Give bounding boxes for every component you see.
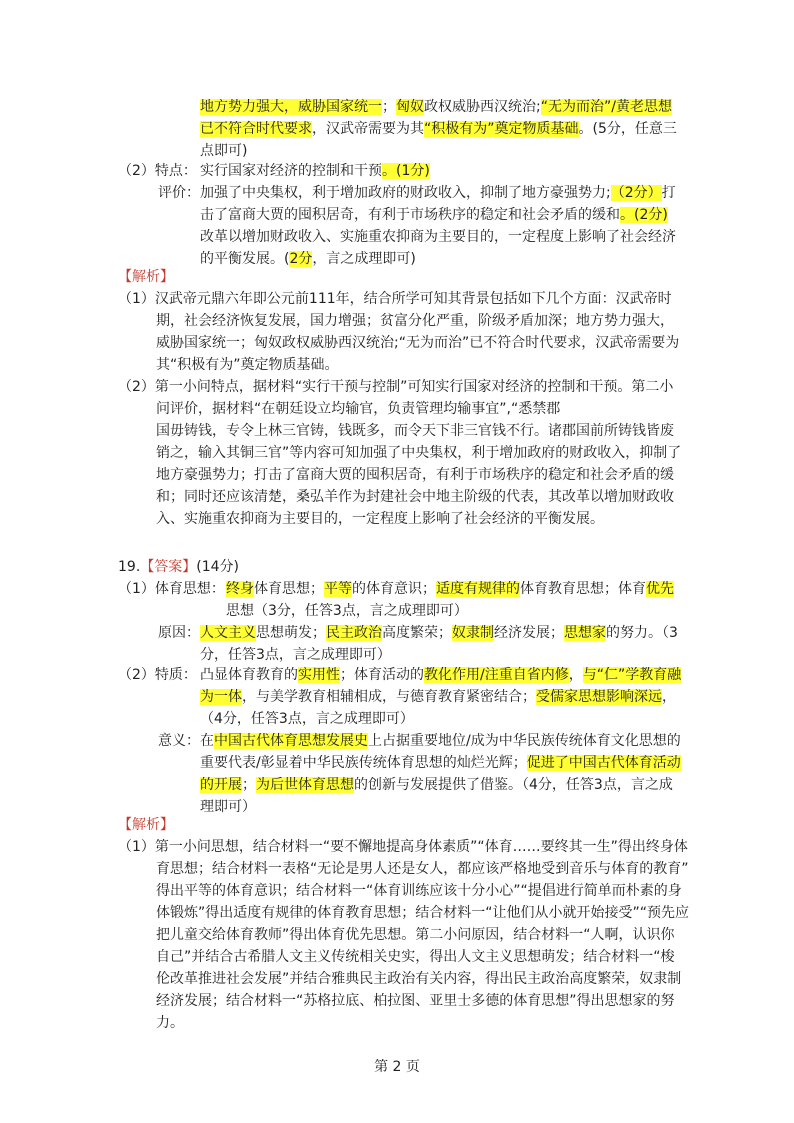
text-line [200, 708, 681, 730]
text-run: 高度繁荣； [382, 625, 452, 641]
text-line [200, 796, 681, 818]
text-line: 自己”并结合古希腊人文主义传统相关史实，得出人文主义思想萌发；结合材料一“梭 [156, 949, 675, 965]
text-line: （1）第一小问思想，结合材料一“要不懈地提高身体素质”“体育……要终其一生”得出终身体 [118, 839, 688, 855]
text-run: ，汉武帝需要为其 [312, 121, 424, 137]
text-line: 地方豪强势力；打击了富商大贾的囤积居奇，有利于市场秩序的稳定和社会矛盾的缓 [156, 467, 674, 483]
text-run: 理即可） [200, 799, 256, 815]
text-line: 和；同时还应该清楚，桑弘羊作为封建社会中地主阶级的代表，其改革以增加财政收 [156, 489, 674, 505]
highlighted-text: 地方势力强大，威胁国家统一 [200, 99, 382, 115]
highlighted-text: 与“仁”学教育融 [582, 667, 682, 683]
highlighted-text: 匈奴 [396, 99, 424, 115]
q18-jiexi-1-lines [118, 288, 679, 376]
highlighted-text: 教化作用/注重自省内修 [424, 667, 569, 683]
text-line: （1）汉武帝元鼎六年即公元前111年，结合所学可知其背景包括如下几个方面：汉武帝时 [118, 291, 672, 307]
q19-reason-text [200, 622, 678, 666]
q18-jiexi-2 [118, 376, 681, 530]
q19-reason-label: 原因： [158, 625, 200, 641]
text-run: ， [662, 689, 676, 705]
q18-eval-lines [200, 182, 676, 270]
highlighted-text: 终身 [226, 581, 254, 597]
highlighted-text: “无为而治”/黄老思想 [540, 99, 672, 115]
text-line [200, 204, 676, 226]
highlighted-text: 受儒家思想影响深远 [536, 689, 662, 705]
q19-number: 19. [118, 559, 141, 575]
q19-jiexi-1-lines [118, 836, 689, 1034]
text-run: 上占据重要地位/成为中华民族传统体育文化思想的 [368, 733, 681, 749]
text-run: 加强了中央集权，利于增加政府的财政收入，抑制了地方豪强势力; [200, 185, 611, 201]
highlighted-text: 2分 [289, 251, 313, 267]
q18-a2-text-line [200, 160, 430, 182]
text-run: 改革以增加财政收入、实施重农抑商为主要目的，一定程度上影响了社会经济 [200, 229, 676, 245]
text-run: 重要代表/彰显着中华民族传统体育思想的灿烂光辉； [200, 755, 527, 771]
text-line: 威胁国家统一；匈奴政权威胁西汉统治;“无为而治”已不符合时代要求，汉武帝需要为 [156, 335, 680, 351]
highlighted-text: 适度有规律的 [436, 581, 520, 597]
text-run: （4分，任答3点，言之成理即可） [200, 711, 414, 727]
text-line: 体锻炼”得出适度有规律的体育教育思想；结合材料一“让他们从小就开始接受”“预先应 [156, 905, 690, 921]
text-run: 体育教育思想；体育 [520, 581, 646, 597]
text-run: ，言之成理即可) [312, 251, 416, 267]
text-line [200, 774, 681, 796]
text-line: 育思想；结合材料一表格“无论是男人还是女人，都应该严格地受到音乐与体育的教育” [156, 861, 689, 877]
text-run: 点即可) [200, 143, 248, 159]
q18-jiexi-label: 【解析】 [118, 269, 174, 285]
page-number: 第 2 页 [374, 1059, 420, 1075]
text-line: 伦改革推进社会发展”并结合雅典民主政治有关内容，得出民主政治高度繁荣，奴隶制 [156, 971, 682, 987]
highlighted-text: 。(2分) [620, 207, 668, 223]
q18-a2-label: （2）特点： [118, 163, 197, 179]
q19-reason-lines [200, 622, 678, 666]
q19-score: (14分) [196, 559, 240, 575]
text-run: 思想（3分，任答3点，言之成理即可） [226, 603, 468, 619]
q18-eval-label: 评价： [158, 185, 200, 201]
text-line: 力。 [156, 1015, 184, 1031]
q19-q1-lines [226, 578, 674, 622]
text-run: 经济发展； [494, 625, 564, 641]
highlighted-text: 人文主义 [200, 625, 256, 641]
highlighted-text: 。(1分) [382, 163, 430, 179]
highlighted-text: 已不符合时代要求 [200, 121, 312, 137]
text-line [200, 248, 676, 270]
q19-q1-text [226, 578, 674, 622]
text-run: ， [568, 667, 583, 683]
text-line [200, 182, 676, 204]
q19-q2-label: （2）特质： [118, 667, 197, 683]
text-run: 凸显体育教育的 [200, 667, 298, 683]
text-line [200, 644, 678, 666]
text-run: 思想萌发； [256, 625, 326, 641]
text-line [200, 752, 681, 774]
text-line: 入、实施重农抑商为主要目的，一定程度上影响了社会经济的平衡发展。 [156, 511, 604, 527]
q18-eval-text [200, 182, 676, 270]
highlighted-text: 中国古代体育思想发展史 [214, 733, 368, 749]
text-line: 其“积极有为”奠定物质基础。 [156, 357, 339, 373]
q19-meaning-lines [200, 730, 681, 818]
text-line [200, 118, 677, 140]
highlighted-text: 促进了中国古代体育活动 [526, 755, 681, 771]
q18-answer-1 [200, 96, 677, 162]
text-run: ； [382, 99, 396, 115]
text-line: 国毋铸钱，专令上林三官铸，钱既多，而令天下非三官钱不行。诸郡国前所铸钱皆废 [156, 423, 674, 439]
highlighted-text: 实用性 [298, 667, 340, 683]
text-line [200, 730, 681, 752]
text-run: 分，任答3点，言之成理即可） [200, 647, 391, 663]
text-run: 的努力。（3 [606, 625, 678, 641]
text-line [226, 600, 674, 622]
q18-answer-1-lines [200, 96, 677, 162]
text-line [200, 226, 676, 248]
text-line: 期，社会经济恢复发展，国力增强；贫富分化严重，阶级矛盾加深；地方势力强大， [156, 313, 674, 329]
text-line: 得出平等的体育意识；结合材料一“体育训练应该十分小心”“提倡进行简单而朴素的身 [156, 883, 682, 899]
text-line: 问评价，据材料“在朝廷设立均输官，负责管理均输事宜”,“悉禁郡 [156, 401, 561, 417]
text-run: 击了富商大贾的囤积居奇，有利于市场秩序的稳定和社会矛盾的缓和 [200, 207, 620, 223]
text-line [200, 622, 678, 644]
text-line [200, 686, 681, 708]
highlighted-text: “积极有为”奠定物质基础 [424, 121, 579, 137]
highlighted-text: （2分） [610, 185, 662, 201]
text-run: 打 [661, 185, 676, 201]
text-line: 把儿童交给体育教师”得出体育优先思想。第二小问原因，结合材料一“人啊，认识你 [156, 927, 675, 943]
text-line [200, 140, 677, 162]
text-run: 。(5分，任意三 [578, 121, 677, 137]
q19-q1-label: （1）体育思想： [118, 581, 225, 597]
text-line [200, 96, 677, 118]
q19-q2-lines [200, 664, 681, 730]
q19-meaning-text [200, 730, 681, 818]
q19-jiexi-label: 【解析】 [118, 817, 174, 833]
highlighted-text: 思想家 [564, 625, 606, 641]
highlighted-text: 优先 [646, 581, 674, 597]
highlighted-text: 民主政治 [326, 625, 382, 641]
q19-header [118, 556, 239, 578]
highlighted-text: 的开展 [200, 777, 242, 793]
text-run: 政权威胁西汉统治; [424, 99, 541, 115]
text-run: 实行国家对经济的控制和干预 [200, 163, 382, 179]
text-line: 经济发展；结合材料一“苏格拉底、柏拉图、亚里士多德的体育思想”得出思想家的努 [156, 993, 675, 1009]
q19-jiexi-1 [118, 836, 689, 1034]
text-line [200, 664, 681, 686]
text-line: 销之，输入其铜三官”等内容可知加强了中央集权，利于增加政府的财政收入，抑制了 [156, 445, 682, 461]
highlighted-text: 为后世体育思想 [256, 777, 354, 793]
highlighted-text: 奴隶制 [452, 625, 494, 641]
q18-jiexi-2-lines [118, 376, 681, 530]
text-line: （2）第一小问特点，据材料“实行干预与控制”可知实行国家对经济的控制和干预。第二小 [118, 379, 674, 395]
q19-q2-text [200, 664, 681, 730]
q18-a2-text [200, 160, 430, 182]
text-run: 体育思想； [254, 581, 324, 597]
text-run: 的平衡发展。( [200, 251, 290, 267]
q19-answer-label: 【答案】 [140, 559, 197, 575]
q19-meaning-label: 意义： [158, 733, 200, 749]
highlighted-text: 为一体 [200, 689, 242, 705]
text-run: ；体育活动的 [340, 667, 424, 683]
text-run: ，与美学教育相辅相成，与德育教育紧密结合； [242, 689, 536, 705]
text-line [226, 578, 674, 600]
text-run: 在 [200, 733, 214, 749]
text-run: ； [242, 777, 256, 793]
q18-jiexi-1 [118, 288, 679, 376]
highlighted-text: 平等 [324, 581, 352, 597]
text-run: 的创新与发展提供了借鉴。（4分，任答3点，言之成 [354, 777, 673, 793]
text-run: 的体育意识； [352, 581, 436, 597]
